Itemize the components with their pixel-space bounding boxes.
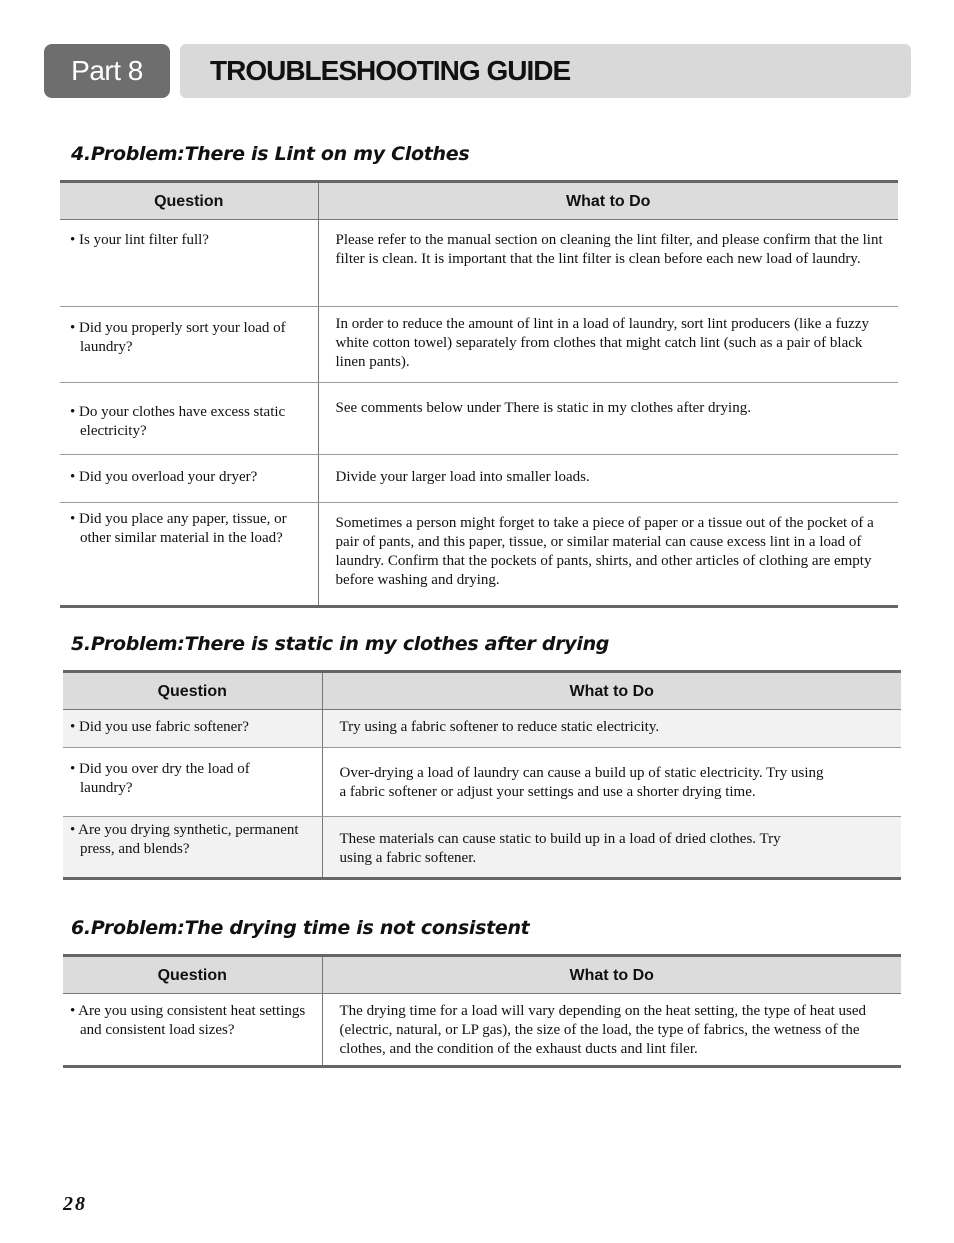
section-heading-static: 5.Problem:There is static in my clothes after drying	[71, 633, 610, 655]
question-text: • Did you place any paper, tissue, or other similar material in the load?	[70, 511, 287, 546]
answer-text: These materials can cause static to build up in a load of dried clothes. Try using a fabric softener.	[339, 831, 781, 866]
answer-text: The drying time for a load will vary depending on the heat setting, the type of heat used (electric, natural, or LP gas), the size of the load, the type of fabrics, the wetness of the clothes, and the condition of the exhaust ducts and lint filer.	[339, 1003, 867, 1057]
answer-text: In order to reduce the amount of lint in a load of laundry, sort lint producers (like a fuzzy white cotton towel) separately from clothes that might catch lint (such as a pair of black linen pants).	[335, 316, 869, 370]
part-label: Part 8	[71, 55, 143, 86]
table-header-row	[63, 956, 901, 994]
question-text: • Is your lint filter full?	[70, 232, 209, 248]
page-number: 28	[63, 1193, 87, 1215]
column-header-question: Question	[63, 956, 322, 994]
section-heading-drying-time: 6.Problem:The drying time is not consistent	[71, 917, 530, 939]
section-heading-lint: 4.Problem:There is Lint on my Clothes	[71, 143, 470, 165]
table-row	[63, 817, 901, 879]
table-header-row	[60, 182, 898, 220]
answer-text: See comments below under There is static in my clothes after drying.	[335, 400, 751, 416]
question-text: • Are you drying synthetic, permanent press, and blends?	[70, 822, 299, 857]
column-header-question: Question	[63, 672, 322, 710]
answer-text: Please refer to the manual section on cleaning the lint filter, and please confirm that the lint filter is clean. It is important that the lint filter is clean before each new load of laundry.	[335, 232, 883, 267]
table-row	[63, 710, 901, 748]
table-row	[60, 307, 898, 383]
drying-time-table	[63, 954, 901, 1068]
page-title: TROUBLESHOOTING GUIDE	[210, 55, 571, 86]
column-header-what-to-do: What to Do	[322, 672, 901, 710]
question-text: • Are you using consistent heat settings and consistent load sizes?	[70, 1003, 306, 1038]
column-header-question: Question	[60, 182, 318, 220]
question-text: • Did you over dry the load of laundry?	[70, 761, 250, 796]
part-tab	[44, 44, 170, 98]
table-row	[60, 455, 898, 503]
answer-text: Sometimes a person might forget to take a piece of paper or a tissue out of the pocket of a pair of pants, and this paper, tissue, or similar material can cause excess lint in a load of laundry. Confirm that the pockets of pants, shirts, and other articles of clothing are empty before washing and drying.	[335, 515, 874, 588]
question-text: • Did you overload your dryer?	[70, 469, 258, 485]
title-bar	[180, 44, 911, 98]
table-row	[60, 383, 898, 455]
question-text: • Do your clothes have excess static electricity?	[70, 404, 286, 439]
static-table	[63, 670, 901, 880]
question-text: • Did you use fabric softener?	[70, 719, 249, 735]
table-row	[60, 220, 898, 307]
answer-text: Divide your larger load into smaller loads.	[335, 469, 590, 485]
answer-text: Over-drying a load of laundry can cause a build up of static electricity. Try using a fabric softener or adjust your settings and use a shorter drying time.	[339, 765, 824, 800]
column-header-what-to-do: What to Do	[322, 956, 901, 994]
answer-text: Try using a fabric softener to reduce static electricity.	[339, 719, 660, 735]
table-row	[63, 994, 901, 1067]
column-header-what-to-do: What to Do	[318, 182, 898, 220]
table-header-row	[63, 672, 901, 710]
table-row	[63, 748, 901, 817]
lint-table	[60, 180, 898, 608]
table-row	[60, 503, 898, 607]
question-text: • Did you properly sort your load of laundry?	[70, 320, 286, 355]
